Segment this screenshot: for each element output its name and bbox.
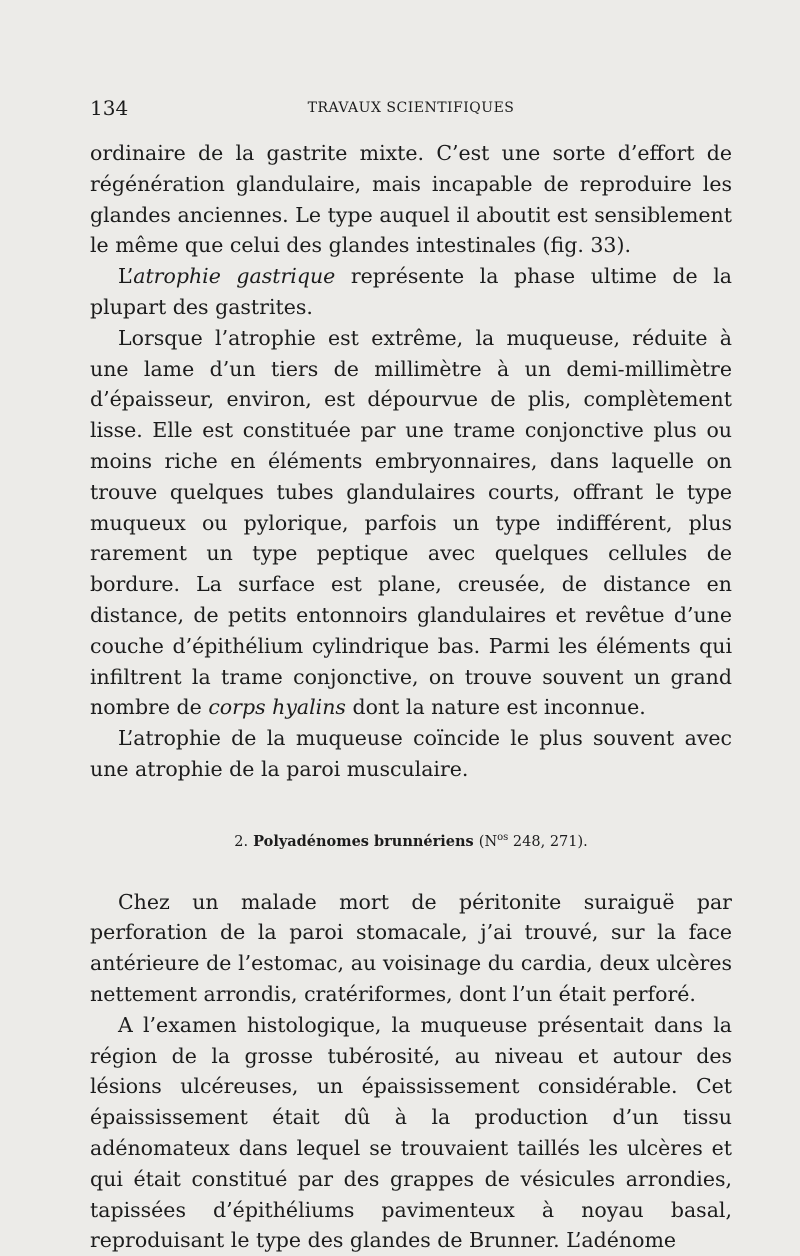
page-header	[90, 96, 732, 124]
section-reference	[478, 831, 588, 850]
ref-numbers: 248, 271).	[508, 833, 588, 850]
paragraph-rest: représente la phase ultime de la plupart des gastrites.	[90, 264, 732, 319]
paragraph-rest: dont la nature est inconnue.	[345, 695, 646, 720]
paragraph-atrophie-gastrique	[90, 261, 732, 323]
page-number: 134	[90, 96, 129, 120]
paragraph-continuation: ordinaire de la gastrite mixte. C’est une sorte d’effort de régénération glandulaire, mais incapable de reproduire les glandes anciennes. Le type auquel il aboutit est sensiblement le même que celui des glandes intestinales (fig. 33).	[90, 141, 732, 258]
ref-sup: os	[497, 831, 509, 843]
section-number: 2.	[234, 833, 249, 850]
paragraph-atrophie-musculaire: L’atrophie de la muqueuse coïncide le plus souvent avec une atrophie de la paroi musculaire.	[90, 726, 732, 781]
paragraph-lead: L’	[118, 264, 134, 289]
paragraph-atrophie-extreme	[90, 323, 732, 723]
body-text	[90, 138, 732, 1256]
emphasis-atrophie-gastrique: atrophie gastrique	[133, 264, 336, 289]
paragraph-text: Lorsque l’atrophie est extrême, la muqueuse, réduite à une lame d’un tiers de millimètre à un demi-millimètre d’épaisseur, environ, est dépourvue de plis, complètement lisse. Elle est constituée par une trame conjonctive plus ou moins riche en éléments embryonnaires, dans laquelle on trouve quelques tubes glandulaires courts, offrant le type muqueux ou pylorique, parfois un type indifférent, plus rarement un type peptique avec quelques cellules de bordure. La surface est plane, creusée, de distance en distance, de petits entonnoirs glandulaires et revêtue d’une couche d’épithélium cylindrique bas. Parmi les éléments qui infiltrent la trame conjonctive, on trouve souvent un grand nombre de	[90, 325, 732, 720]
running-title: TRAVAUX SCIENTIFIQUES	[307, 100, 515, 116]
paragraph-examen-histologique: A l’examen histologique, la muqueuse présentait dans la région de la grosse tubérosité, au niveau et autour des lésions ulcéreuses, un épaississement considérable. Cet épaississement était dû à la production d’un tissu adénomateux dans lequel se trouvaient taillés les ulcères et qui était constitué par des grappes de vésicules arrondies, tapissées d’épithéliums pavimenteux à noyau basal, reproduisant le type des glandes de Brunner. L’adénome	[90, 1012, 732, 1253]
section-title: Polyadénomes brunnériens	[253, 832, 474, 850]
emphasis-corps-hyalins: corps hyalins	[208, 695, 346, 720]
paragraph-malade: Chez un malade mort de péritonite suraiguë par perforation de la paroi stomacale, j’ai trouvé, sur la face antérieure de l’estomac, au voisinage du cardia, deux ulcères nettement arrondis, cratériformes, dont l’un était perforé.	[90, 889, 732, 1006]
ref-open: (N	[478, 833, 498, 850]
section-heading	[90, 827, 732, 853]
